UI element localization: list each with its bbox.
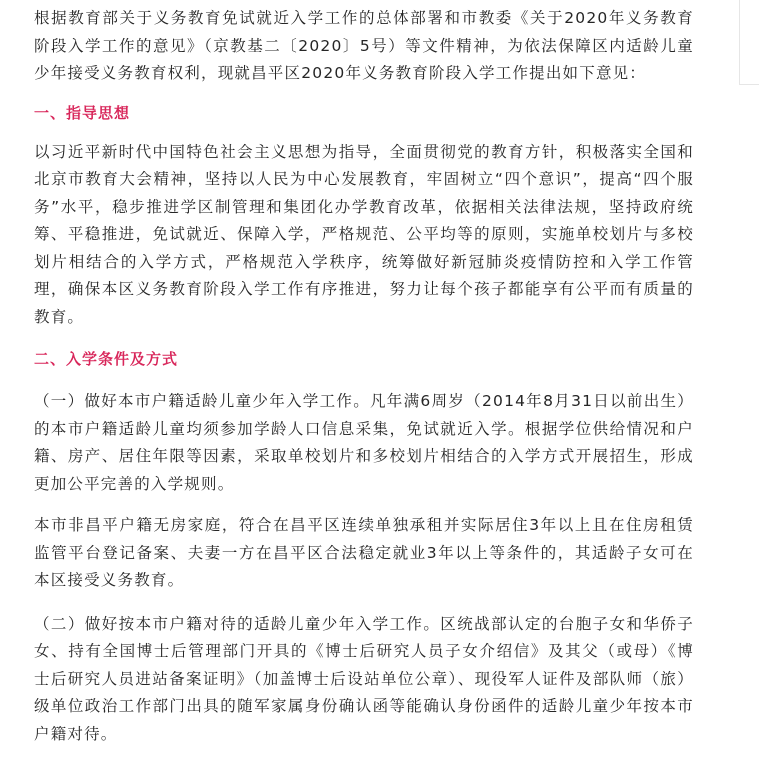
section-heading-guiding-ideology: 一、指导思想: [34, 103, 131, 122]
enrollment-paragraph-local-hukou: （一）做好本市户籍适龄儿童少年入学工作。凡年满6周岁（2014年8月31日以前出生）的本市户籍适龄儿童均须参加学龄人口信息采集，免试就近入学。根据学位供给情况和户籍、房产、居住年限等因素，采取单校划片和多校划片相结合的入学方式开展招生，形成更加公平完善的入学规则。: [34, 392, 694, 493]
enrollment-paragraph-treated-as-local: （二）做好按本市户籍对待的适龄儿童少年入学工作。区统战部认定的台胞子女和华侨子女、持有全国博士后管理部门开具的《博士后研究人员子女介绍信》及其父（或母）《博士后研究人员进站备案证明》（加盖博士后设站单位公章）、现役军人证件及部队师（旅）级单位政治工作部门出具的随军家属身份确认函等能确认身份函件的适龄儿童少年按本市户籍对待。: [34, 614, 694, 743]
enrollment-paragraph-non-changping: 本市非昌平户籍无房家庭，符合在昌平区连续单独承租并实际居住3年以上且在住房租赁监管平台登记备案、夫妻一方在昌平区合法稳定就业3年以上等条件的，其适龄子女可在本区接受义务教育。: [34, 516, 694, 589]
article-body: [34, 0, 694, 748]
section-heading-enrollment-conditions: 二、入学条件及方式: [34, 350, 179, 368]
intro-paragraph: 根据教育部关于义务教育免试就近入学工作的总体部署和市教委《关于2020年义务教育阶段入学工作的意见》（京教基二〔2020〕5号）等文件精神，为依法保障区内适龄儿童少年接受义务教育权利，现就昌平区2020年义务教育阶段入学工作提出如下意见：: [34, 9, 694, 82]
side-panel-edge: [739, 0, 759, 85]
guiding-ideology-paragraph: 以习近平新时代中国特色社会主义思想为指导，全面贯彻党的教育方针，积极落实全国和北京市教育大会精神，坚持以人民为中心发展教育，牢固树立“四个意识”，提高“四个服务”水平，稳步推进学区制管理和集团化办学教育改革，依据相关法律法规，坚持政府统筹、平稳推进，免试就近、保障入学，严格规范、公平均等的原则，实施单校划片与多校划片相结合的入学方式，严格规范入学秩序，统筹做好新冠肺炎疫情防控和入学工作管理，确保本区义务教育阶段入学工作有序推进，努力让每个孩子都能享有公平而有质量的教育。: [34, 142, 694, 326]
